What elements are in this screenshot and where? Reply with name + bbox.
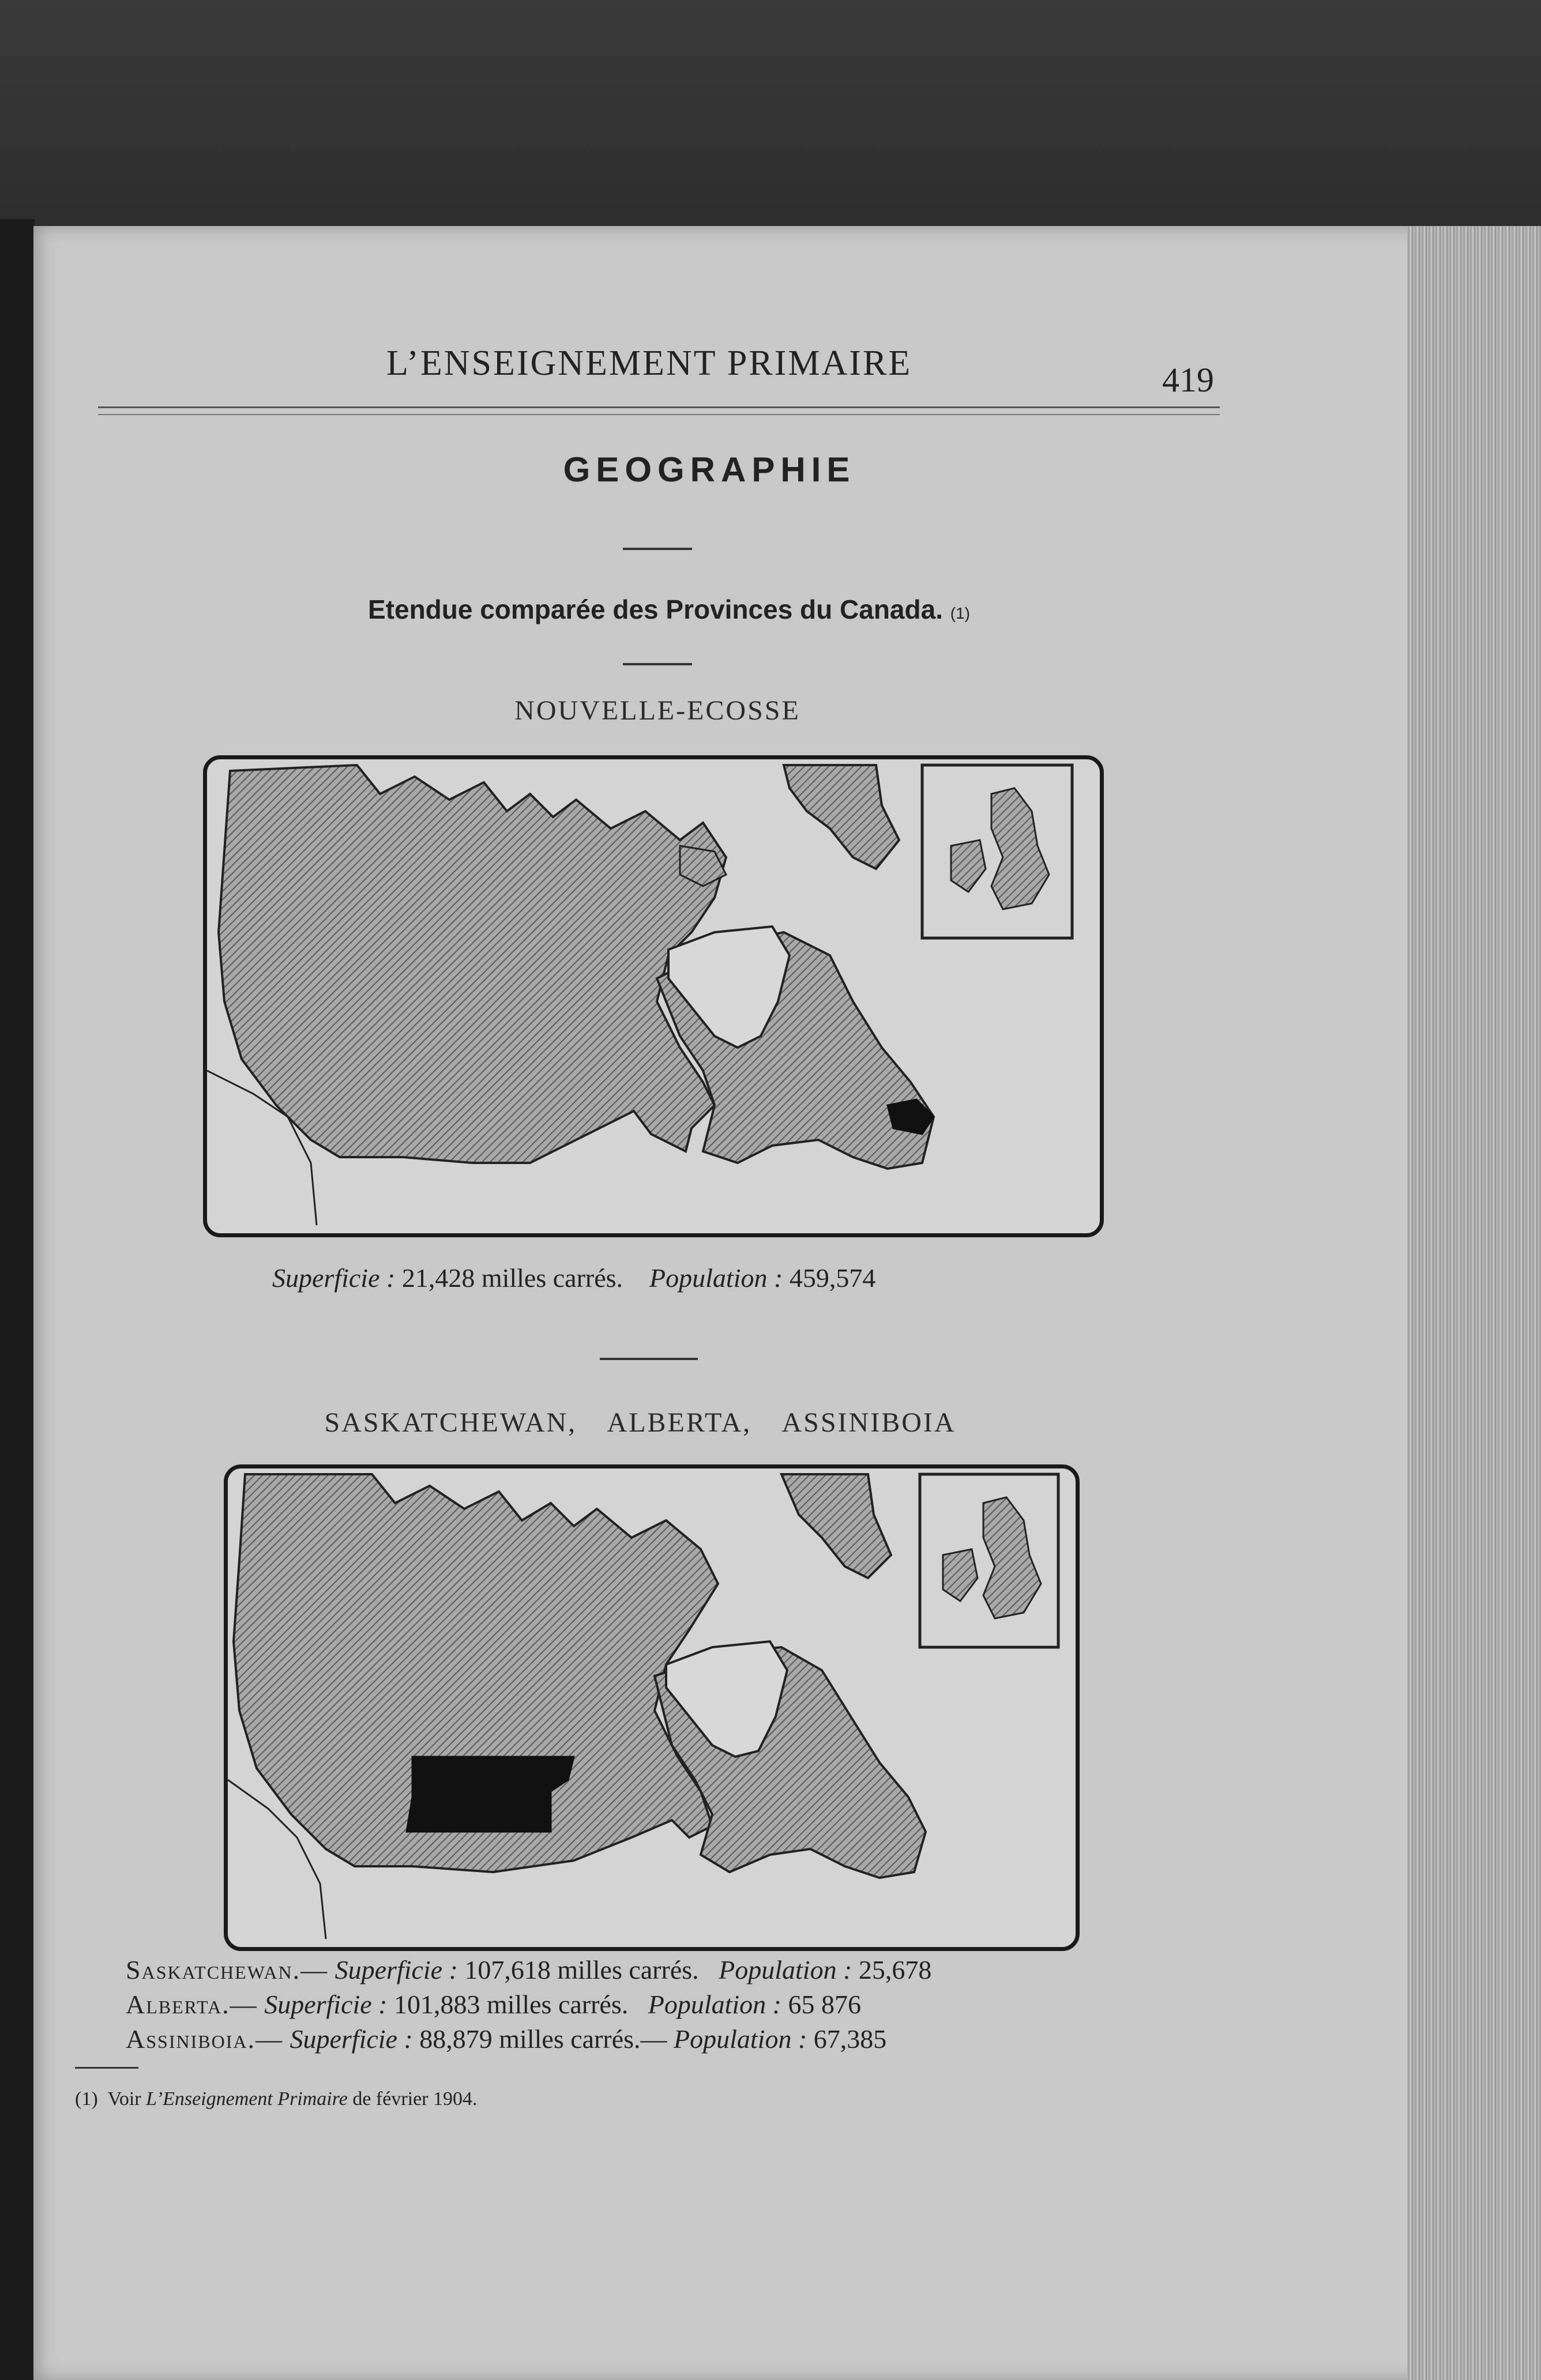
population-value: 25,678 (858, 1955, 932, 1984)
canada-mainland-west (219, 765, 726, 1163)
map1-caption (272, 1263, 875, 1293)
british-isles-inset (922, 765, 1072, 938)
book-gutter (0, 219, 35, 2380)
baffin-island (784, 765, 899, 869)
superficie-label: Superficie : (264, 1990, 388, 2019)
population-value: 459,574 (789, 1263, 876, 1293)
footnote-marker: (1) (75, 2088, 98, 2110)
map1-heading: NOUVELLE-ECOSSE (514, 695, 800, 726)
running-head: L’ENSEIGNEMENT PRIMAIRE (386, 344, 912, 383)
section-title: GEOGRAPHIE (563, 450, 856, 489)
map2-heading-assiniboia: ASSINIBOIA (781, 1407, 956, 1438)
population-label: Population : (648, 1990, 781, 2019)
population-value: 67,385 (813, 2024, 887, 2054)
baffin-island (781, 1474, 891, 1578)
map2-heading-saskatchewan: SASKATCHEWAN, (324, 1407, 577, 1438)
map2-heading (277, 1407, 1003, 1438)
divider-rule (623, 663, 692, 665)
stat-line-saskatchewan (126, 1955, 931, 1985)
stat-line-assiniboia (126, 2024, 886, 2054)
province-name: Saskatchewan.— (126, 1955, 329, 1984)
superficie-label: Superficie : (334, 1955, 458, 1984)
population-value: 65 876 (788, 1990, 861, 2019)
subtitle-text: Etendue comparée des Provinces du Canada. (367, 594, 943, 624)
header-rule (98, 406, 1220, 415)
superficie-value: 101,883 milles carrés. (394, 1990, 629, 2019)
canada-map (228, 1468, 1068, 1939)
superficie-value: 107,618 milles carrés. (464, 1955, 699, 1984)
footnote-text-after: de février 1904. (352, 2088, 478, 2110)
map1-canada-nova-scotia (203, 755, 1104, 1237)
map2-heading-alberta: ALBERTA, (607, 1407, 752, 1438)
superficie-label: Superficie : (290, 2024, 413, 2054)
book-background-top (0, 0, 1541, 231)
footnote (75, 2088, 478, 2110)
map2-canada-prairies (224, 1464, 1080, 1951)
divider-rule (623, 548, 692, 550)
prairie-provinces-highlight (407, 1757, 574, 1832)
stat-line-alberta (126, 1989, 861, 2020)
footnote-text-before: Voir (107, 2088, 141, 2110)
province-name: Assiniboia.— (126, 2024, 283, 2054)
footnote-publication: L’Enseignement Primaire (146, 2088, 348, 2110)
superficie-value: 21,428 milles carrés. (401, 1263, 623, 1293)
british-isles-inset (920, 1474, 1058, 1647)
subtitle (323, 594, 1015, 625)
population-label: Population : (674, 2024, 807, 2054)
divider-rule (600, 1358, 698, 1360)
population-label: Population : (719, 1955, 852, 1984)
page-number: 419 (1162, 361, 1214, 399)
superficie-label: Superficie : (272, 1263, 396, 1293)
population-label: Population : (649, 1263, 783, 1293)
book-page (33, 226, 1425, 2380)
footnote-rule (75, 2067, 138, 2069)
superficie-value: 88,879 milles carrés.— (419, 2024, 667, 2054)
subtitle-footnote-marker: (1) (950, 604, 970, 622)
province-name: Alberta.— (126, 1990, 258, 2019)
canada-map (207, 759, 1092, 1225)
page-edges (1407, 226, 1541, 2380)
